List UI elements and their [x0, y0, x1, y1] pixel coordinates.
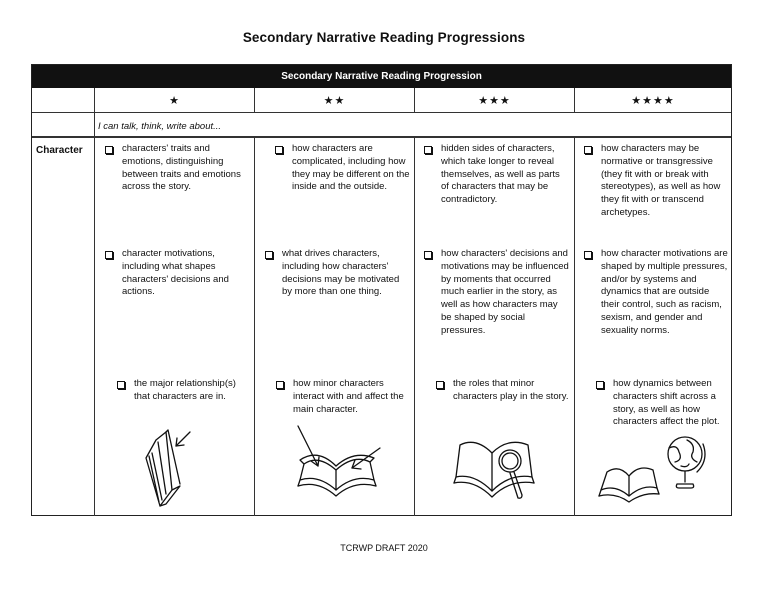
- column-divider: [94, 88, 95, 516]
- checkbox-icon: [265, 251, 273, 259]
- checkbox-icon: [117, 381, 125, 389]
- progression-table: [31, 64, 732, 516]
- checklist-item: [584, 143, 728, 220]
- magnifier-book-icon: [450, 425, 540, 511]
- checklist-item: [275, 143, 411, 194]
- column-divider: [574, 137, 575, 516]
- checkbox-icon: [584, 251, 592, 259]
- item-text: the roles that minor characters play in the story.: [453, 378, 569, 402]
- prompt-text: I can talk, think, write about...: [98, 121, 222, 132]
- item-text: how characters' decisions and motivations may be influenced by moments that occurred much earlier in the story, as well as how characters may be shaped by social pressures.: [441, 248, 569, 336]
- open-book-icon: [292, 420, 382, 510]
- closed-book-icon: [132, 420, 212, 512]
- checklist-item: [424, 248, 570, 338]
- checklist-item: [117, 378, 251, 404]
- checkbox-icon: [596, 381, 604, 389]
- column-divider: [414, 137, 415, 516]
- footer-draft-label: TCRWP DRAFT 2020: [340, 543, 428, 553]
- book-globe-icon: [597, 430, 707, 512]
- checkbox-icon: [105, 146, 113, 154]
- level-1-stars: ★: [169, 95, 180, 107]
- checkbox-icon: [276, 381, 284, 389]
- item-text: how minor characters interact with and affect the main character.: [293, 378, 404, 415]
- row-divider: [32, 137, 731, 138]
- page-title: Secondary Narrative Reading Progressions: [242, 30, 526, 45]
- checkbox-icon: [105, 251, 113, 259]
- checkbox-icon: [424, 251, 432, 259]
- item-text: what drives characters, including how characters' decisions may be motivated by more than one thing.: [282, 248, 400, 298]
- level-2-stars: ★★: [323, 95, 346, 107]
- item-text: the major relationship(s) that characters are in.: [134, 378, 236, 402]
- checklist-item: [105, 248, 251, 299]
- level-3-stars: ★★★: [478, 95, 511, 107]
- table-header: Secondary Narrative Reading Progression: [32, 65, 731, 88]
- checklist-item: [424, 143, 570, 207]
- checkbox-icon: [275, 146, 283, 154]
- checklist-item: [276, 378, 410, 416]
- item-text: character motivations, including what shapes characters' decisions and actions.: [122, 248, 229, 298]
- item-text: hidden sides of characters, which take longer to reveal themselves, as well as parts of characters that may be contradictory.: [441, 143, 560, 206]
- checklist-item: [436, 378, 570, 404]
- row-label-character: Character: [36, 145, 83, 156]
- item-text: how characters may be normative or transgressive (they fit with or break with stereotypes), as well as how they fit with or transcend archetypes.: [601, 143, 721, 218]
- checklist-item: [105, 143, 249, 194]
- checkbox-icon: [584, 146, 592, 154]
- checklist-item: [596, 378, 730, 429]
- column-divider: [254, 137, 255, 516]
- checkbox-icon: [436, 381, 444, 389]
- item-text: how character motivations are shaped by multiple pressures, and/or by systems and dynamics that are outside their control, such as racism, sexism, and gender and sexuality norms.: [601, 248, 728, 336]
- item-text: how characters are complicated, including how they may be different on the inside and the outside.: [292, 143, 410, 193]
- checklist-item: [584, 248, 728, 338]
- item-text: how dynamics between characters shift across a story, as well as how characters affect the plot.: [613, 378, 720, 428]
- checkbox-icon: [424, 146, 432, 154]
- level-4-stars: ★★★★: [631, 95, 675, 107]
- item-text: characters' traits and emotions, distinguishing between traits and emotions across the story.: [122, 143, 241, 193]
- checklist-item: [265, 248, 411, 299]
